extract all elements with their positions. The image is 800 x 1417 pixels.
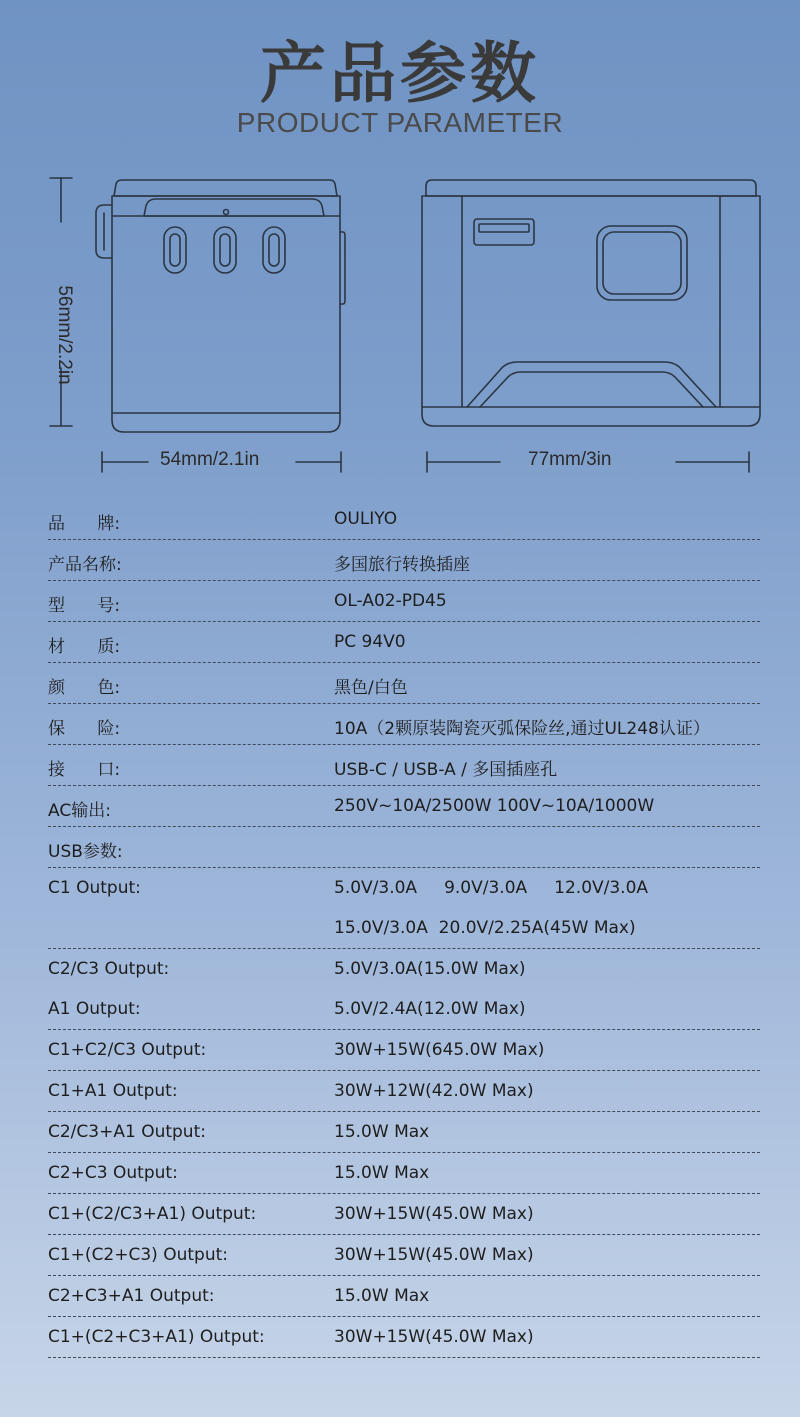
spec-row <box>48 868 760 908</box>
bottom-arch <box>467 362 716 407</box>
spec-key: C2+C3 Output: <box>48 1163 178 1183</box>
height-dimension-label: 56mm/2.2in <box>54 285 75 385</box>
usb-a-port <box>474 219 534 245</box>
spec-value: 5.0V/3.0A 9.0V/3.0A 12.0V/3.0A <box>334 878 649 898</box>
spec-key: C1+(C2/C3+A1) Output: <box>48 1204 257 1224</box>
spec-key: C2/C3 Output: <box>48 959 170 979</box>
spec-row <box>48 1153 760 1194</box>
side-width-dimension-label: 77mm/3in <box>528 449 612 470</box>
spec-key: C1+(C2+C3+A1) Output: <box>48 1327 265 1347</box>
spec-row <box>48 540 760 581</box>
spec-value: 5.0V/2.4A(12.0W Max) <box>334 999 526 1019</box>
spec-key: 材 质: <box>48 637 121 657</box>
spec-value: 30W+15W(645.0W Max) <box>334 1040 545 1060</box>
spec-key: 接 口: <box>48 760 121 780</box>
spec-row <box>48 1235 760 1276</box>
side-view-body <box>422 196 760 426</box>
spec-key: 产品名称: <box>48 555 122 575</box>
spec-row <box>48 1276 760 1317</box>
spec-value: 30W+15W(45.0W Max) <box>334 1245 534 1265</box>
front-width-dimension-label: 54mm/2.1in <box>160 449 260 470</box>
front-view-body <box>112 196 340 432</box>
front-view-top-cap <box>114 180 337 196</box>
spec-table <box>48 499 760 1358</box>
spec-value: 5.0V/3.0A(15.0W Max) <box>334 959 526 979</box>
spec-row <box>48 663 760 704</box>
spec-value: 250V~10A/2500W 100V~10A/1000W <box>334 796 655 816</box>
spec-value: USB-C / USB-A / 多国插座孔 <box>334 760 558 780</box>
spec-row <box>48 704 760 745</box>
spec-row <box>48 989 760 1030</box>
spec-value: 黑色/白色 <box>334 678 408 698</box>
spec-value: 15.0W Max <box>334 1122 430 1142</box>
spec-key: 颜 色: <box>48 678 121 698</box>
spec-value: 15.0V/3.0A 20.0V/2.25A(45W Max) <box>334 918 636 938</box>
spec-key: C1+A1 Output: <box>48 1081 178 1101</box>
side-view-top-cap <box>426 180 756 196</box>
usb-c-port-3 <box>263 227 285 273</box>
spec-key: 品 牌: <box>48 514 121 534</box>
spec-key: C1 Output: <box>48 878 141 898</box>
page-title: 产品参数 <box>260 35 540 112</box>
spec-row <box>48 1030 760 1071</box>
usb-c-port-1 <box>164 227 186 273</box>
spec-key: C2/C3+A1 Output: <box>48 1122 206 1142</box>
spec-row <box>48 1194 760 1235</box>
led-indicator <box>224 210 229 215</box>
spec-row <box>48 1317 760 1358</box>
spec-value: PC 94V0 <box>334 632 406 652</box>
spec-value: 30W+12W(42.0W Max) <box>334 1081 534 1101</box>
spec-row <box>48 622 760 663</box>
spec-key: AC输出: <box>48 801 111 821</box>
spec-value: 15.0W Max <box>334 1163 430 1183</box>
spec-key: USB参数: <box>48 842 123 862</box>
spec-key: A1 Output: <box>48 999 141 1019</box>
spec-value: 15.0W Max <box>334 1286 430 1306</box>
square-socket <box>597 226 687 300</box>
spec-key: C1+C2/C3 Output: <box>48 1040 207 1060</box>
page-subtitle: PRODUCT PARAMETER <box>236 107 564 138</box>
spec-row <box>48 499 760 540</box>
spec-row <box>48 827 760 868</box>
spec-value: 多国旅行转换插座 <box>334 555 470 575</box>
spec-key: 保 险: <box>48 719 121 739</box>
spec-row <box>48 949 760 989</box>
spec-row <box>48 908 760 949</box>
usb-c-port-2 <box>214 227 236 273</box>
spec-key: 型 号: <box>48 596 121 616</box>
spec-row <box>48 786 760 827</box>
spec-value: 30W+15W(45.0W Max) <box>334 1327 534 1347</box>
spec-row <box>48 581 760 622</box>
product-outline-drawing <box>0 165 800 485</box>
spec-value: OULIYO <box>334 509 398 529</box>
spec-row <box>48 1112 760 1153</box>
spec-row <box>48 745 760 786</box>
spec-row <box>48 1071 760 1112</box>
spec-value: OL-A02-PD45 <box>334 591 447 611</box>
spec-value: 10A（2颗原装陶瓷灭弧保险丝,通过UL248认证） <box>334 719 710 739</box>
spec-key: C2+C3+A1 Output: <box>48 1286 215 1306</box>
spec-value: 30W+15W(45.0W Max) <box>334 1204 534 1224</box>
spec-key: C1+(C2+C3) Output: <box>48 1245 228 1265</box>
